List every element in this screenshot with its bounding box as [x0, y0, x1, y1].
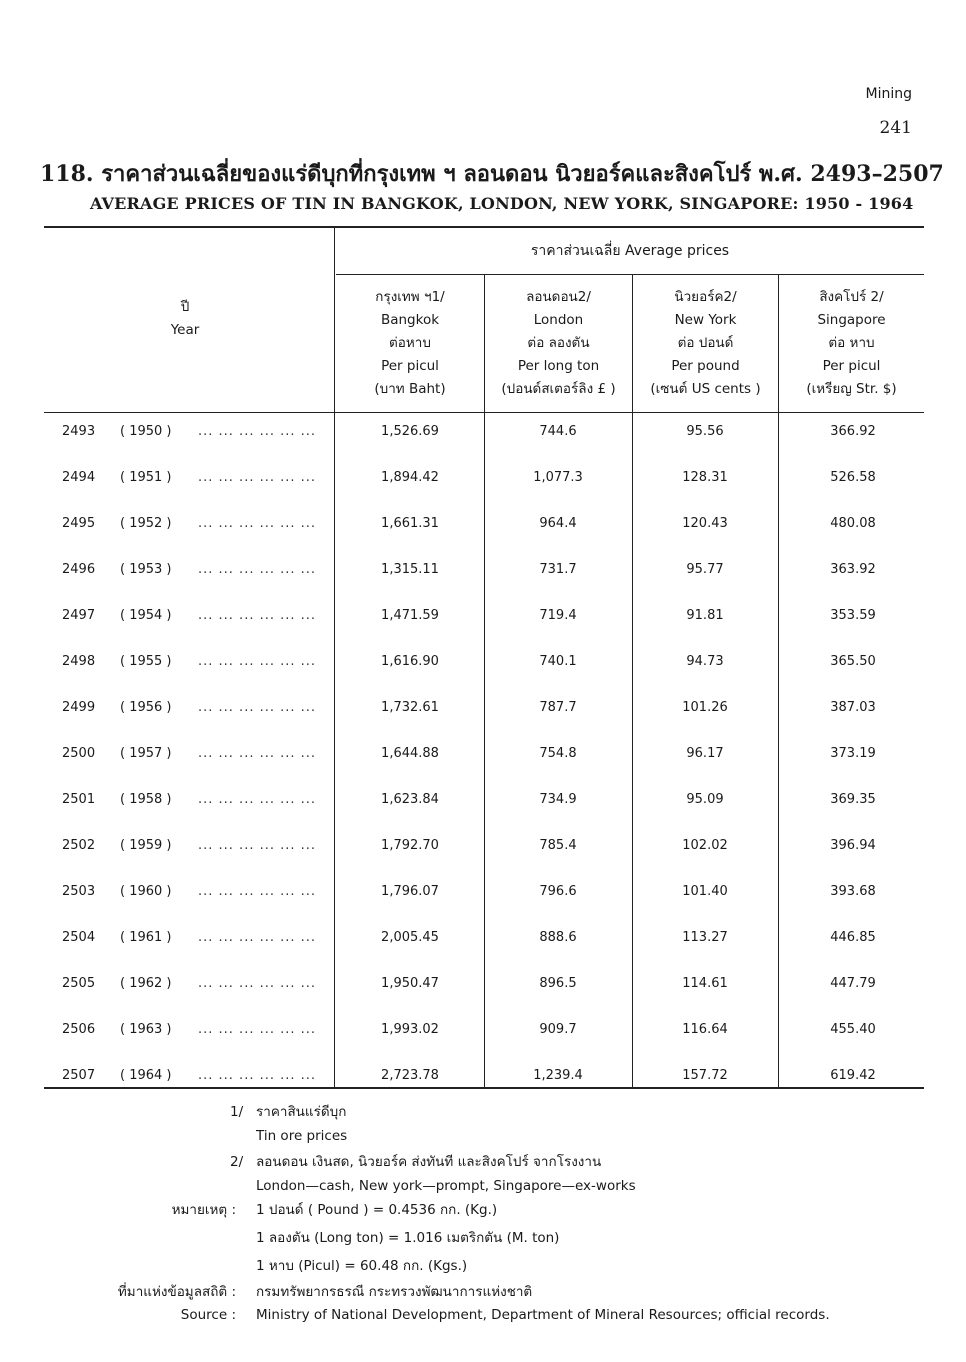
column-header-london	[485, 286, 632, 401]
cell-bangkok: 2,005.45	[381, 930, 439, 945]
cell-london: 896.5	[539, 976, 577, 991]
cell-singapore: 480.08	[830, 516, 876, 531]
table-row	[40, 562, 926, 608]
col-en: London	[533, 312, 584, 328]
leader-dots: ... ... ... ... ... ...	[198, 654, 317, 669]
col-unit-en: Per picul	[822, 358, 881, 374]
col-unit-en: Per long ton	[517, 358, 600, 374]
col-currency: (เหรียญ Str. $)	[806, 381, 897, 397]
leader-dots: ... ... ... ... ... ...	[198, 1068, 317, 1083]
cell-london: 1,239.4	[533, 1068, 583, 1083]
year-be: 2506	[62, 1022, 96, 1037]
year-ce: ( 1950 )	[120, 424, 172, 439]
footnote-2-mark: 2/	[230, 1154, 244, 1170]
cell-singapore: 366.92	[830, 424, 876, 439]
year-ce: ( 1958 )	[120, 792, 172, 807]
cell-new-york: 96.17	[686, 746, 724, 761]
cell-new-york: 113.27	[682, 930, 728, 945]
cell-london: 888.6	[539, 930, 577, 945]
cell-bangkok: 1,623.84	[381, 792, 439, 807]
year-ce: ( 1954 )	[120, 608, 172, 623]
cell-singapore: 369.35	[830, 792, 876, 807]
cell-new-york: 101.40	[682, 884, 728, 899]
col-currency: (ปอนด์สเตอร์ลิง £ )	[501, 381, 616, 397]
leader-dots: ... ... ... ... ... ...	[198, 838, 317, 853]
cell-new-york: 128.31	[682, 470, 728, 485]
col-unit-en: Per picul	[381, 358, 439, 374]
note-3: 1 หาบ (Picul) = 60.48 กก. (Kgs.)	[256, 1258, 468, 1274]
column-header-bangkok	[336, 286, 484, 401]
leader-dots: ... ... ... ... ... ...	[198, 424, 317, 439]
leader-dots: ... ... ... ... ... ...	[198, 700, 317, 715]
cell-singapore: 363.92	[830, 562, 876, 577]
table-row	[40, 654, 926, 700]
cell-singapore: 446.85	[830, 930, 876, 945]
col-currency: (บาท Baht)	[374, 381, 446, 397]
year-ce: ( 1964 )	[120, 1068, 172, 1083]
cell-singapore: 373.19	[830, 746, 876, 761]
year-header	[40, 296, 330, 342]
note-label: หมายเหตุ :	[171, 1202, 236, 1218]
col-en: New York	[674, 312, 737, 328]
column-header-singapore	[779, 286, 924, 401]
cell-bangkok: 2,723.78	[381, 1068, 439, 1083]
cell-singapore: 455.40	[830, 1022, 876, 1037]
cell-new-york: 157.72	[682, 1068, 728, 1083]
year-ce: ( 1962 )	[120, 976, 172, 991]
year-ce: ( 1956 )	[120, 700, 172, 715]
col-unit-th: ต่อ ลองตัน	[527, 335, 590, 351]
avg-subheader-rule	[336, 274, 924, 275]
year-be: 2495	[62, 516, 96, 531]
cell-new-york: 91.81	[686, 608, 724, 623]
leader-dots: ... ... ... ... ... ...	[198, 976, 317, 991]
cell-new-york: 114.61	[682, 976, 728, 991]
cell-singapore: 526.58	[830, 470, 876, 485]
leader-dots: ... ... ... ... ... ...	[198, 792, 317, 807]
year-be: 2498	[62, 654, 96, 669]
cell-new-york: 102.02	[682, 838, 728, 853]
col-unit-th: ต่อ หาบ	[828, 335, 875, 351]
year-be: 2504	[62, 930, 96, 945]
year-be: 2502	[62, 838, 96, 853]
year-ce: ( 1963 )	[120, 1022, 172, 1037]
cell-new-york: 95.77	[686, 562, 724, 577]
table-top-rule	[44, 226, 924, 228]
leader-dots: ... ... ... ... ... ...	[198, 930, 317, 945]
table-row	[40, 746, 926, 792]
cell-london: 964.4	[539, 516, 577, 531]
col-en: Bangkok	[380, 312, 440, 328]
leader-dots: ... ... ... ... ... ...	[198, 516, 317, 531]
leader-dots: ... ... ... ... ... ...	[198, 562, 317, 577]
cell-singapore: 387.03	[830, 700, 876, 715]
cell-singapore: 396.94	[830, 838, 876, 853]
table-row	[40, 470, 926, 516]
col-currency: (เซนต์ US cents )	[650, 381, 761, 397]
table-row	[40, 608, 926, 654]
cell-new-york: 94.73	[686, 654, 724, 669]
source-label-thai: ที่มาแห่งข้อมูลสถิติ :	[117, 1284, 236, 1300]
year-ce: ( 1952 )	[120, 516, 172, 531]
year-be: 2494	[62, 470, 96, 485]
leader-dots: ... ... ... ... ... ...	[198, 608, 317, 623]
col-unit-th: ต่อหาบ	[389, 335, 431, 351]
col-th: สิงคโปร์ 2/	[819, 289, 884, 305]
leader-dots: ... ... ... ... ... ...	[198, 470, 317, 485]
year-ce: ( 1957 )	[120, 746, 172, 761]
year-ce: ( 1953 )	[120, 562, 172, 577]
cell-singapore: 447.79	[830, 976, 876, 991]
cell-bangkok: 1,471.59	[381, 608, 439, 623]
source-english: Ministry of National Development, Department of Mineral Resources; official records.	[256, 1307, 830, 1323]
cell-new-york: 120.43	[682, 516, 728, 531]
footnote-1-mark: 1/	[230, 1104, 244, 1120]
cell-bangkok: 1,796.07	[381, 884, 439, 899]
col-unit-en: Per pound	[671, 358, 740, 374]
cell-london: 787.7	[539, 700, 577, 715]
table-row	[40, 930, 926, 976]
leader-dots: ... ... ... ... ... ...	[198, 884, 317, 899]
year-be: 2505	[62, 976, 96, 991]
year-ce: ( 1951 )	[120, 470, 172, 485]
column-header-new-york	[633, 286, 778, 401]
cell-london: 754.8	[539, 746, 577, 761]
table-row	[40, 976, 926, 1022]
cell-singapore: 393.68	[830, 884, 876, 899]
cell-bangkok: 1,315.11	[381, 562, 439, 577]
average-prices-header: ราคาส่วนเฉลี่ย Average prices	[530, 243, 730, 259]
year-be: 2493	[62, 424, 96, 439]
footnote-2-thai: ลอนดอน เงินสด, นิวยอร์ค ส่งทันที และสิงคโปร์ จากโรงงาน	[256, 1154, 602, 1170]
page-number: 241	[879, 118, 912, 138]
year-be: 2497	[62, 608, 96, 623]
year-ce: ( 1961 )	[120, 930, 172, 945]
cell-london: 1,077.3	[533, 470, 583, 485]
cell-bangkok: 1,792.70	[381, 838, 439, 853]
cell-new-york: 116.64	[682, 1022, 728, 1037]
table-row	[40, 1068, 926, 1086]
table-row	[40, 1022, 926, 1068]
cell-london: 744.6	[539, 424, 577, 439]
year-be: 2499	[62, 700, 96, 715]
title-thai: 118. ราคาส่วนเฉลี่ยของแร่ดีบุกที่กรุงเทพ ฯ ลอนดอน นิวยอร์คและสิงคโปร์ พ.ศ. 2493–2507	[40, 161, 944, 187]
note-2: 1 ลองตัน (Long ton) = 1.016 เมตริกตัน (M. ton)	[256, 1230, 560, 1246]
col-th: กรุงเทพ ฯ1/	[375, 289, 445, 305]
year-be: 2501	[62, 792, 96, 807]
col-en: Singapore	[817, 312, 886, 328]
table-row	[40, 792, 926, 838]
footnote-1-english: Tin ore prices	[256, 1128, 348, 1144]
cell-new-york: 95.09	[686, 792, 724, 807]
note-1: 1 ปอนด์ ( Pound ) = 0.4536 กก. (Kg.)	[256, 1202, 498, 1218]
source-thai: กรมทรัพยากรธรณี กระทรวงพัฒนาการแห่งชาติ	[256, 1284, 533, 1300]
leader-dots: ... ... ... ... ... ...	[198, 1022, 317, 1037]
year-be: 2500	[62, 746, 96, 761]
year-be: 2496	[62, 562, 96, 577]
col-th: ลอนดอน2/	[526, 289, 591, 305]
footnote-1-thai: ราคาสินแร่ดีบุก	[256, 1104, 347, 1120]
cell-bangkok: 1,526.69	[381, 424, 439, 439]
cell-london: 731.7	[539, 562, 577, 577]
title-english: AVERAGE PRICES OF TIN IN BANGKOK, LONDON, NEW YORK, SINGAPORE: 1950 - 1964	[90, 194, 914, 213]
col-th: นิวยอร์ค2/	[674, 289, 737, 305]
footnote-2-english: London—cash, New york—prompt, Singapore—ex-works	[256, 1178, 636, 1194]
section-label: Mining	[865, 86, 912, 102]
cell-london: 719.4	[539, 608, 577, 623]
cell-bangkok: 1,993.02	[381, 1022, 439, 1037]
year-be: 2503	[62, 884, 96, 899]
cell-london: 909.7	[539, 1022, 577, 1037]
cell-bangkok: 1,644.88	[381, 746, 439, 761]
cell-new-york: 101.26	[682, 700, 728, 715]
col-unit-th: ต่อ ปอนด์	[677, 335, 734, 351]
cell-singapore: 353.59	[830, 608, 876, 623]
year-be: 2507	[62, 1068, 96, 1083]
year-ce: ( 1960 )	[120, 884, 172, 899]
year-header-english: Year	[170, 322, 200, 338]
cell-london: 796.6	[539, 884, 577, 899]
cell-london: 740.1	[539, 654, 577, 669]
cell-singapore: 365.50	[830, 654, 876, 669]
table-row	[40, 424, 926, 470]
table-row	[40, 700, 926, 746]
cell-bangkok: 1,950.47	[381, 976, 439, 991]
cell-new-york: 95.56	[686, 424, 724, 439]
cell-singapore: 619.42	[830, 1068, 876, 1083]
cell-bangkok: 1,732.61	[381, 700, 439, 715]
leader-dots: ... ... ... ... ... ...	[198, 746, 317, 761]
year-ce: ( 1959 )	[120, 838, 172, 853]
source-label-english: Source :	[180, 1307, 236, 1323]
year-ce: ( 1955 )	[120, 654, 172, 669]
cell-bangkok: 1,661.31	[381, 516, 439, 531]
cell-london: 734.9	[539, 792, 577, 807]
year-header-thai: ปี	[180, 299, 190, 315]
cell-bangkok: 1,616.90	[381, 654, 439, 669]
table-row	[40, 516, 926, 562]
cell-bangkok: 1,894.42	[381, 470, 439, 485]
cell-london: 785.4	[539, 838, 577, 853]
table-row	[40, 838, 926, 884]
table-row	[40, 884, 926, 930]
